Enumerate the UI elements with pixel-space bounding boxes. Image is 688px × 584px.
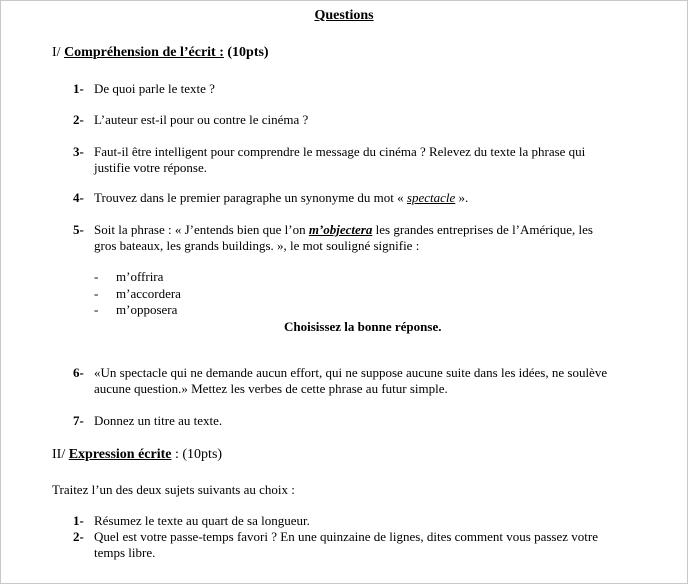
question-text: Soit la phrase : « J’entends bien que l’on <box>94 222 309 237</box>
question-7 <box>73 413 222 429</box>
question-number: 7- <box>73 413 84 428</box>
section-1-prefix: I/ <box>52 45 65 60</box>
question-2 <box>73 112 308 128</box>
question-text: Donnez un titre au texte. <box>94 413 223 428</box>
subject-text: Résumez le texte au quart de sa longueur. <box>94 513 310 528</box>
option-item: - m’opposera <box>94 302 178 317</box>
section-2-heading <box>52 447 222 463</box>
subject-1 <box>73 513 310 529</box>
question-number: 1- <box>73 81 84 96</box>
question-number: 6- <box>73 365 84 380</box>
question-4 <box>73 190 468 206</box>
subject-2 <box>73 529 598 545</box>
section-2-prefix: II/ <box>52 447 69 462</box>
subject-number: 2- <box>73 529 84 544</box>
question-text: De quoi parle le texte ? <box>94 81 215 96</box>
section-2-title: Expression écrite <box>68 447 172 462</box>
question-5-line-2: gros bateaux, les grands buildings. », le mot souligné signifie : <box>94 238 420 253</box>
question-number: 2- <box>73 112 84 127</box>
subject-2-line-2: temps libre. <box>94 545 156 560</box>
question-text-end: les grandes entreprises de l’Amérique, les <box>372 222 593 237</box>
section-1-title: Compréhension de l’écrit : <box>64 45 224 60</box>
question-3 <box>73 144 585 160</box>
subject-number: 1- <box>73 513 84 528</box>
highlighted-word: m’objectera <box>308 222 373 237</box>
question-text: Trouvez dans le premier paragraphe un synonyme du mot « <box>94 190 407 205</box>
question-text: «Un spectacle qui ne demande aucun effort, qui ne suppose aucune suite dans les idées, ne soulève <box>94 365 608 380</box>
option-text: m’offrira <box>116 269 164 284</box>
option-text: m’accordera <box>116 286 181 301</box>
question-1 <box>73 81 215 97</box>
section-2-points: : (10pts) <box>171 447 223 462</box>
highlighted-word: spectacle <box>406 190 456 205</box>
question-number: 5- <box>73 222 84 237</box>
question-6 <box>73 365 607 381</box>
question-text: Faut-il être intelligent pour comprendre le message du cinéma ? Relevez du texte la phrase qui <box>94 144 586 159</box>
question-number: 3- <box>73 144 84 159</box>
section-1-heading <box>52 45 269 61</box>
option-text: m’opposera <box>116 302 178 317</box>
question-3-line-2: justifie votre réponse. <box>94 160 207 175</box>
section-1-points: (10pts) <box>223 45 269 60</box>
subject-text: Quel est votre passe-temps favori ? En une quinzaine de lignes, dites comment vous passez votre <box>94 529 598 544</box>
option-item: - m’accordera <box>94 286 181 301</box>
question-5 <box>73 222 593 238</box>
question-text: L’auteur est-il pour ou contre le cinéma ? <box>94 112 309 127</box>
question-text-end: ». <box>455 190 469 205</box>
page-title: Questions <box>314 8 374 23</box>
option-item: - m’offrira <box>94 269 164 284</box>
choice-instruction: Choisissez la bonne réponse. <box>284 319 442 334</box>
question-number: 4- <box>73 190 84 205</box>
question-6-line-2: aucune question.» Mettez les verbes de cette phrase au futur simple. <box>94 381 448 396</box>
section-2-instruction: Traitez l’un des deux sujets suivants au choix : <box>52 482 295 497</box>
